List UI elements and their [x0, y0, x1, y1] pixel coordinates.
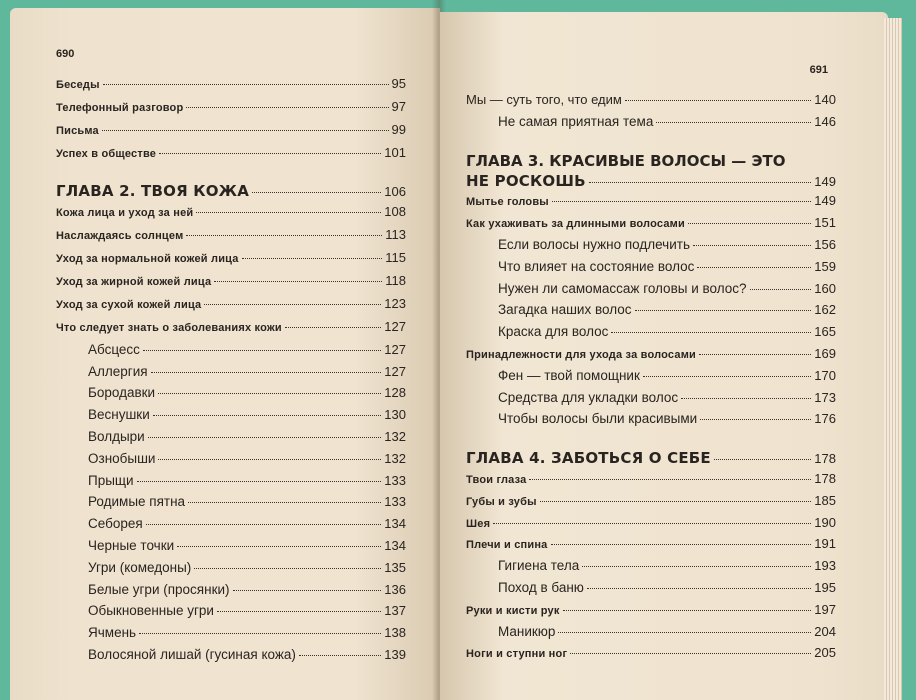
- dot-leader: [285, 327, 381, 328]
- toc-title: Телефонный разговор: [56, 102, 184, 114]
- page-number-right: 691: [809, 64, 828, 76]
- toc-chapter-entry: [56, 182, 406, 204]
- toc-title: Волосяной лишай (гусиная кожа): [88, 646, 296, 662]
- toc-title: Бородавки: [88, 385, 156, 401]
- toc-page-number: 133: [384, 472, 406, 488]
- toc-page-number: 178: [814, 470, 836, 486]
- toc-entry: [56, 145, 406, 168]
- toc-title: Прыщи: [88, 472, 134, 488]
- toc-page-number: 115: [385, 249, 406, 265]
- toc-page-number: 127: [384, 363, 406, 379]
- toc-title: Мытье головы: [466, 196, 549, 209]
- toc-title: Твои глаза: [466, 473, 527, 486]
- toc-page-number: 138: [384, 625, 406, 641]
- dot-leader: [563, 610, 812, 611]
- dot-leader: [252, 192, 381, 193]
- dot-leader: [551, 544, 812, 545]
- dot-leader: [186, 107, 388, 108]
- toc-page-number: 149: [814, 193, 836, 209]
- toc-title: Руки и кисти рук: [466, 604, 560, 617]
- dot-leader: [582, 566, 811, 567]
- toc-page-number: 134: [384, 537, 406, 553]
- toc-page-number: 205: [814, 645, 836, 661]
- toc-title: Уход за нормальной кожей лица: [56, 252, 239, 265]
- toc-entry: [56, 273, 406, 296]
- toc-page-number: 151: [814, 215, 836, 231]
- toc-title: ГЛАВА 4. ЗАБОТЬСЯ О СЕБЕ: [466, 449, 711, 468]
- toc-page-number: 191: [814, 536, 836, 552]
- toc-title: Как ухаживать за длинными волосами: [466, 218, 685, 231]
- dot-leader: [540, 501, 812, 502]
- toc-entry: [56, 625, 406, 647]
- toc-title: Беседы: [56, 79, 100, 91]
- toc-page-number: 133: [384, 494, 406, 510]
- toc-entry: [56, 296, 406, 319]
- toc-page-number: 169: [814, 345, 836, 361]
- toc-title: Ноги и ступни ног: [466, 648, 568, 661]
- toc-entry: [56, 319, 406, 342]
- toc-title: Обыкновенные угри: [88, 603, 214, 619]
- dot-leader: [186, 235, 382, 236]
- toc-title: Уход за сухой кожей лица: [56, 298, 202, 311]
- toc-page-number: 178: [814, 451, 836, 467]
- toc-title: Ознобыши: [88, 450, 156, 466]
- toc-entry: [56, 494, 406, 516]
- toc-entry: [56, 603, 406, 625]
- toc-title: Шея: [466, 517, 491, 530]
- toc-title: Принадлежности для ухода за волосами: [466, 348, 697, 361]
- dot-leader: [699, 354, 811, 355]
- toc-page-number: 132: [384, 450, 406, 466]
- dot-leader: [570, 653, 811, 654]
- toc-entry: [466, 645, 836, 667]
- toc-page-number: 134: [384, 516, 406, 532]
- toc-entry: [466, 302, 836, 324]
- toc-entry: [466, 558, 836, 580]
- toc-entry: [56, 204, 406, 227]
- toc-page-number: 136: [384, 581, 406, 597]
- toc-title: Маникюр: [498, 623, 556, 639]
- dot-leader: [693, 245, 811, 246]
- toc-page-number: 173: [814, 389, 836, 405]
- toc-page-number: 99: [391, 122, 406, 137]
- toc-page-number: 149: [814, 173, 836, 189]
- dot-leader: [552, 201, 811, 202]
- dot-leader: [217, 611, 381, 612]
- book-page-edges: [884, 18, 902, 700]
- left-page: [10, 8, 440, 700]
- toc-page-number: 127: [384, 341, 406, 357]
- dot-leader: [103, 84, 389, 85]
- dot-leader: [714, 459, 811, 460]
- dot-leader: [196, 212, 381, 213]
- toc-page-number: 101: [384, 145, 406, 160]
- toc-title: Гигиена тела: [498, 558, 580, 574]
- right-page: [440, 12, 888, 700]
- toc-entry: [466, 324, 836, 346]
- toc-entry: [56, 385, 406, 407]
- toc-page-number: 132: [384, 428, 406, 444]
- toc-entry: [466, 536, 836, 558]
- dot-leader: [681, 398, 811, 399]
- toc-title: Волдыри: [88, 428, 145, 444]
- dot-leader: [137, 481, 382, 482]
- dot-leader: [635, 310, 812, 311]
- dot-leader: [143, 350, 381, 351]
- dot-leader: [139, 633, 381, 634]
- toc-title: Уход за жирной кожей лица: [56, 275, 212, 288]
- toc-entry: [56, 364, 406, 386]
- toc-entry: [56, 122, 406, 145]
- toc-title: Что влияет на состояние волос: [498, 258, 695, 274]
- toc-entry: [56, 538, 406, 560]
- dot-leader: [102, 130, 389, 131]
- toc-entry: [466, 215, 836, 237]
- dot-leader: [177, 546, 381, 547]
- toc-title: Наслаждаясь солнцем: [56, 229, 184, 242]
- toc-entry: [56, 342, 406, 364]
- toc-page-number: 108: [384, 203, 406, 219]
- toc-entry: [56, 250, 406, 273]
- toc-page-number: 146: [814, 113, 836, 129]
- toc-page-number: 130: [384, 407, 406, 423]
- toc-page-number: 118: [385, 272, 406, 288]
- dot-leader: [151, 372, 382, 373]
- dot-leader: [493, 523, 811, 524]
- dot-leader: [750, 289, 812, 290]
- toc-chapter-title: ГЛАВА 3. КРАСИВЫЕ ВОЛОСЫ — ЭТО: [466, 151, 786, 170]
- toc-entry: [466, 390, 836, 412]
- dot-leader: [148, 437, 382, 438]
- toc-page-number: 159: [814, 258, 836, 274]
- toc-page-number: 135: [384, 559, 406, 575]
- toc-entry: [466, 471, 836, 493]
- toc-title: Абсцесс: [88, 341, 140, 357]
- toc-entry: [56, 451, 406, 473]
- toc-title: Если волосы нужно подлечить: [498, 236, 690, 252]
- dot-leader: [146, 524, 382, 525]
- toc-entry: [466, 281, 836, 303]
- toc-title: Угри (комедоны): [88, 559, 192, 575]
- toc-title: Не самая приятная тема: [498, 113, 654, 129]
- toc-title: Кожа лица и уход за ней: [56, 206, 194, 219]
- toc-entry: [466, 259, 836, 281]
- toc-entry: [466, 114, 836, 136]
- toc-entry: [56, 429, 406, 451]
- toc-page-number: 106: [384, 184, 406, 199]
- toc-entry: [56, 76, 406, 99]
- dot-leader: [656, 122, 811, 123]
- toc-page-number: 190: [814, 514, 836, 530]
- toc-title: Веснушки: [88, 407, 150, 423]
- dot-leader: [697, 267, 811, 268]
- page-number-left: 690: [56, 48, 75, 60]
- toc-page-number: 204: [814, 623, 836, 639]
- dot-leader: [688, 223, 811, 224]
- toc-title: Губы и зубы: [466, 495, 537, 508]
- toc-page-number: 165: [814, 324, 836, 340]
- table-of-contents-right: [466, 92, 836, 667]
- toc-title: Средства для укладки волос: [498, 389, 679, 405]
- toc-title: Белые угри (просянки): [88, 581, 230, 597]
- toc-chapter-entry: [466, 449, 836, 471]
- dot-leader: [589, 182, 812, 183]
- toc-page-number: 140: [814, 92, 836, 107]
- toc-entry: [56, 99, 406, 122]
- toc-page-number: 156: [814, 236, 836, 252]
- toc-entry: [56, 560, 406, 582]
- toc-title: Плечи и спина: [466, 539, 548, 552]
- toc-title: Ячмень: [88, 625, 137, 641]
- dot-leader: [299, 655, 381, 656]
- dot-leader: [587, 588, 811, 589]
- toc-title: Поход в баню: [498, 579, 584, 595]
- dot-leader: [158, 393, 381, 394]
- toc-page-number: 176: [814, 411, 836, 427]
- toc-page-number: 95: [391, 76, 406, 91]
- toc-entry: [466, 193, 836, 215]
- dot-leader: [204, 304, 381, 305]
- toc-page-number: 127: [384, 318, 406, 334]
- toc-entry: [466, 346, 836, 368]
- toc-entry: [466, 602, 836, 624]
- toc-entry: [466, 493, 836, 515]
- toc-chapter-entry: [466, 152, 836, 194]
- dot-leader: [529, 479, 811, 480]
- toc-entry: [466, 411, 836, 433]
- toc-title: Себорея: [88, 516, 143, 532]
- toc-title: Фен — твой помощник: [498, 367, 640, 383]
- dot-leader: [242, 258, 383, 259]
- toc-page-number: 195: [814, 579, 836, 595]
- toc-page-number: 97: [391, 99, 406, 114]
- toc-title: Что следует знать о заболеваниях кожи: [56, 321, 282, 334]
- table-of-contents-left: [56, 76, 406, 669]
- toc-title: Письма: [56, 125, 99, 137]
- toc-title: Аллергия: [88, 363, 148, 379]
- toc-entry: [466, 92, 836, 114]
- toc-title: Черные точки: [88, 537, 175, 553]
- toc-entry: [56, 407, 406, 429]
- dot-leader: [214, 281, 382, 282]
- toc-entry: [56, 516, 406, 538]
- dot-leader: [233, 590, 382, 591]
- toc-entry: [56, 647, 406, 669]
- toc-page-number: 128: [384, 385, 406, 401]
- toc-page-number: 113: [385, 226, 406, 242]
- toc-title: Мы — суть того, что едим: [466, 92, 622, 107]
- toc-entry: [466, 624, 836, 646]
- toc-page-number: 170: [814, 367, 836, 383]
- toc-title: Краска для волос: [498, 324, 609, 340]
- dot-leader: [643, 376, 811, 377]
- dot-leader: [158, 459, 381, 460]
- toc-title: Родимые пятна: [88, 494, 186, 510]
- toc-entry: [466, 515, 836, 537]
- toc-entry: [466, 368, 836, 390]
- toc-entry: [56, 227, 406, 250]
- toc-entry: [466, 237, 836, 259]
- dot-leader: [611, 332, 811, 333]
- toc-chapter-title-cont: НЕ РОСКОШЬ: [466, 171, 586, 190]
- toc-entry: [56, 473, 406, 495]
- dot-leader: [188, 502, 381, 503]
- toc-title: Успех в обществе: [56, 148, 157, 160]
- toc-page-number: 139: [384, 646, 406, 662]
- dot-leader: [194, 568, 381, 569]
- toc-page-number: 185: [814, 492, 836, 508]
- toc-page-number: 137: [384, 603, 406, 619]
- toc-entry: [56, 582, 406, 604]
- toc-title: ГЛАВА 2. ТВОЯ КОЖА: [56, 182, 250, 200]
- dot-leader: [558, 632, 811, 633]
- dot-leader: [625, 100, 811, 101]
- toc-page-number: 123: [384, 295, 406, 311]
- toc-title: Загадка наших волос: [498, 302, 632, 318]
- toc-page-number: 193: [814, 558, 836, 574]
- toc-entry: [466, 580, 836, 602]
- toc-page-number: 162: [814, 302, 836, 318]
- dot-leader: [159, 153, 381, 154]
- dot-leader: [153, 415, 382, 416]
- toc-page-number: 197: [814, 601, 836, 617]
- dot-leader: [700, 419, 811, 420]
- toc-title: Чтобы волосы были красивыми: [498, 411, 698, 427]
- toc-title: Нужен ли самомассаж головы и волос?: [498, 280, 747, 296]
- toc-page-number: 160: [814, 280, 836, 296]
